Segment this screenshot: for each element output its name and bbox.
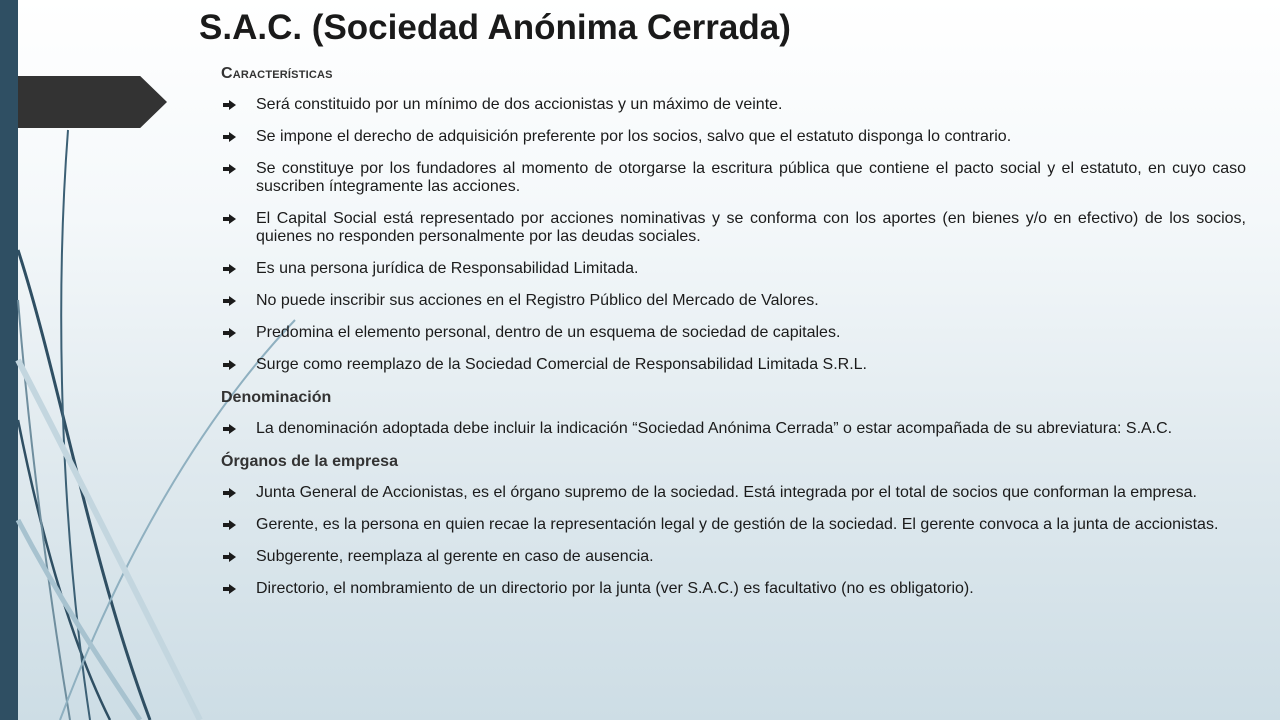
- section-heading-denominacion: Denominación: [221, 389, 332, 406]
- list-item-text: Junta General de Accionistas, es el órgano supremo de la sociedad. Está integrada por el total de socios que conforman la empresa.: [256, 484, 1197, 501]
- list-item: [221, 160, 1246, 196]
- arrow-bullet-icon: [223, 552, 237, 562]
- list-item: [221, 260, 1246, 278]
- list-item-text: Surge como reemplazo de la Sociedad Comercial de Responsabilidad Limitada S.R.L.: [256, 356, 867, 373]
- curve-6: [18, 520, 140, 720]
- arrow-bullet-icon: [223, 520, 237, 530]
- list-item: [221, 580, 1246, 598]
- arrow-bullet-icon: [223, 100, 237, 110]
- list-item-text: El Capital Social está representado por acciones nominativas y se conforma con los aportes (en bienes y/o en efectivo) de los socios, quienes no responden personalmente por las deudas sociales.: [256, 210, 1246, 245]
- arrow-bullet-icon: [223, 488, 237, 498]
- denominacion-list: [221, 420, 1246, 438]
- arrow-bullet-icon: [223, 584, 237, 594]
- list-item-text: Se constituye por los fundadores al momento de otorgarse la escritura pública que contiene el pacto social y el estatuto, en cuyo caso suscriben íntegramente las acciones.: [256, 160, 1246, 195]
- arrow-bullet-icon: [223, 328, 237, 338]
- arrow-bullet-icon: [223, 214, 237, 224]
- list-item: [221, 548, 1246, 566]
- list-item-text: La denominación adoptada debe incluir la indicación “Sociedad Anónima Cerrada” o estar acompañada de su abreviatura: S.A.C.: [256, 420, 1173, 437]
- list-item: [221, 420, 1246, 438]
- list-item: [221, 210, 1246, 246]
- slide-title: S.A.C. (Sociedad Anónima Cerrada): [199, 8, 791, 47]
- list-item: [221, 96, 1246, 114]
- arrow-bullet-icon: [223, 164, 237, 174]
- arrow-bullet-icon: [223, 264, 237, 274]
- list-item: [221, 356, 1246, 374]
- list-item: [221, 324, 1246, 342]
- list-item: [221, 516, 1246, 534]
- list-item: [221, 484, 1246, 502]
- slide-content: [221, 64, 1246, 612]
- list-item-text: No puede inscribir sus acciones en el Registro Público del Mercado de Valores.: [256, 292, 819, 309]
- list-item-text: Directorio, el nombramiento de un directorio por la junta (ver S.A.C.) es facultativo (no es obligatorio).: [256, 580, 974, 597]
- arrow-bullet-icon: [223, 424, 237, 434]
- section-heading-organos: Órganos de la empresa: [221, 453, 398, 470]
- list-item-text: Predomina el elemento personal, dentro de un esquema de sociedad de capitales.: [256, 324, 841, 341]
- arrow-bullet-icon: [223, 132, 237, 142]
- arrow-bullet-icon: [223, 296, 237, 306]
- organos-list: [221, 484, 1246, 598]
- list-item-text: Subgerente, reemplaza al gerente en caso de ausencia.: [256, 548, 654, 565]
- caracteristicas-list: [221, 96, 1246, 374]
- list-item-text: Gerente, es la persona en quien recae la representación legal y de gestión de la sociedad. El gerente convoca a la junta de accionistas.: [256, 516, 1219, 533]
- section-heading-caracteristicas: Características: [221, 65, 333, 82]
- list-item-text: Será constituido por un mínimo de dos accionistas y un máximo de veinte.: [256, 96, 783, 113]
- list-item-text: Es una persona jurídica de Responsabilidad Limitada.: [256, 260, 639, 277]
- title-arrow-tab: [18, 76, 167, 128]
- arrow-bullet-icon: [223, 360, 237, 370]
- list-item-text: Se impone el derecho de adquisición preferente por los socios, salvo que el estatuto disponga lo contrario.: [256, 128, 1012, 145]
- list-item: [221, 128, 1246, 146]
- curve-2: [18, 420, 110, 720]
- list-item: [221, 292, 1246, 310]
